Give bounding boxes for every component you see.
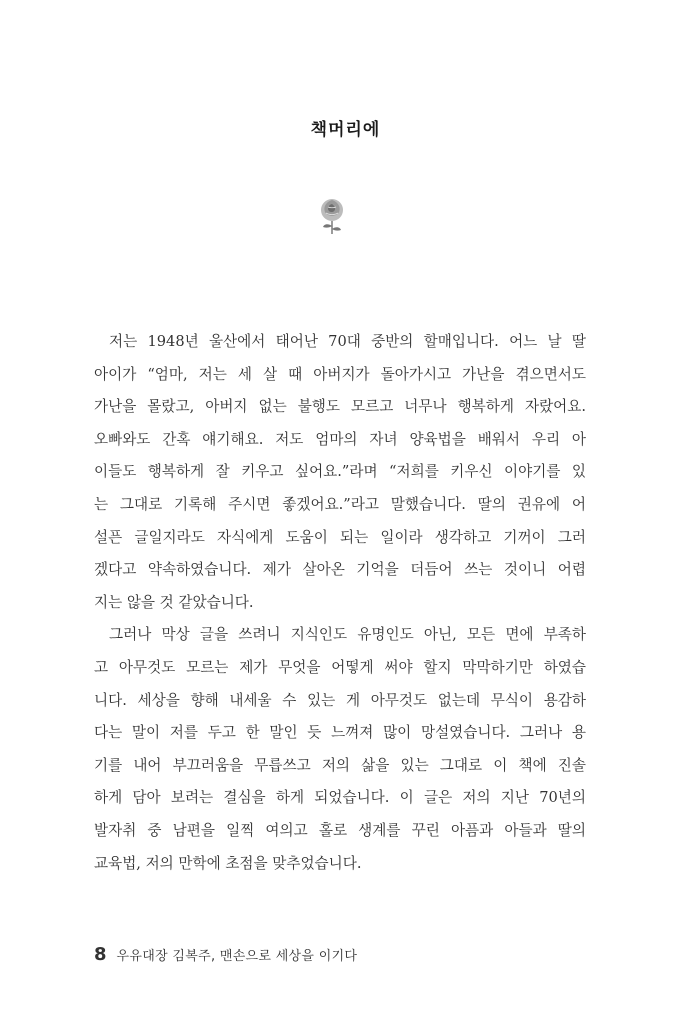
paragraph-1 [94, 326, 586, 619]
text-line: 저는 1948년 울산에서 태어난 70대 중반의 할매입니다. 어느 날 딸 [109, 333, 586, 350]
text-line: 발자취 중 남편을 일찍 여의고 홀로 생계를 꾸린 아픔과 아들과 딸의 [94, 821, 586, 839]
text-line: 지는 않을 것 같았습니다. [94, 593, 254, 611]
text-line: 아이가 “엄마, 저는 세 살 때 아버지가 돌아가시고 가난을 겪으면서도 [94, 365, 586, 383]
running-title: 우유대장 김복주, 맨손으로 세상을 이기다 [116, 949, 358, 964]
body-text [94, 326, 586, 880]
rose-icon [316, 196, 348, 240]
text-line: 설픈 글일지라도 자식에게 도움이 되는 일이라 생각하고 기꺼이 그러 [94, 528, 586, 546]
text-line: 다는 말이 저를 두고 한 말인 듯 느껴져 많이 망설였습니다. 그러나 용 [94, 724, 586, 742]
text-line: 니다. 세상을 향해 내세울 수 있는 게 아무것도 없는데 무식이 용감하 [94, 691, 586, 709]
page-footer [94, 944, 357, 965]
text-line: 하게 담아 보려는 결심을 하게 되었습니다. 이 글은 저의 지난 70년의 [94, 789, 586, 807]
text-line: 그러나 막상 글을 쓰려니 지식인도 유명인도 아닌, 모든 면에 부족하 [109, 626, 586, 644]
text-line: 오빠와도 간혹 얘기해요. 저도 엄마의 자녀 양육법을 배워서 우리 아 [94, 430, 586, 448]
text-line: 가난을 몰랐고, 아버지 없는 불행도 모르고 너무나 행복하게 자랐어요. [94, 398, 586, 416]
chapter-title: 책머리에 [310, 120, 381, 140]
text-line: 는 그대로 기록해 주시면 좋겠어요.”라고 말했습니다. 딸의 권유에 어 [94, 495, 586, 513]
text-line: 기를 내어 부끄러움을 무릅쓰고 저의 삶을 있는 그대로 이 책에 진솔 [94, 756, 586, 774]
text-line: 고 아무것도 모르는 제가 무엇을 어떻게 써야 할지 막막하기만 하였습 [94, 658, 586, 676]
text-line: 이들도 행복하게 잘 키우고 싶어요.”라며 “저희를 키우신 이야기를 있 [94, 463, 586, 481]
page-number: 8 [94, 944, 107, 965]
paragraph-2 [94, 619, 586, 880]
text-line: 겠다고 약속하였습니다. 제가 살아온 기억을 더듬어 쓰는 것이니 어렵 [94, 561, 586, 579]
text-line: 교육법, 저의 만학에 초점을 맞추었습니다. [94, 854, 362, 872]
